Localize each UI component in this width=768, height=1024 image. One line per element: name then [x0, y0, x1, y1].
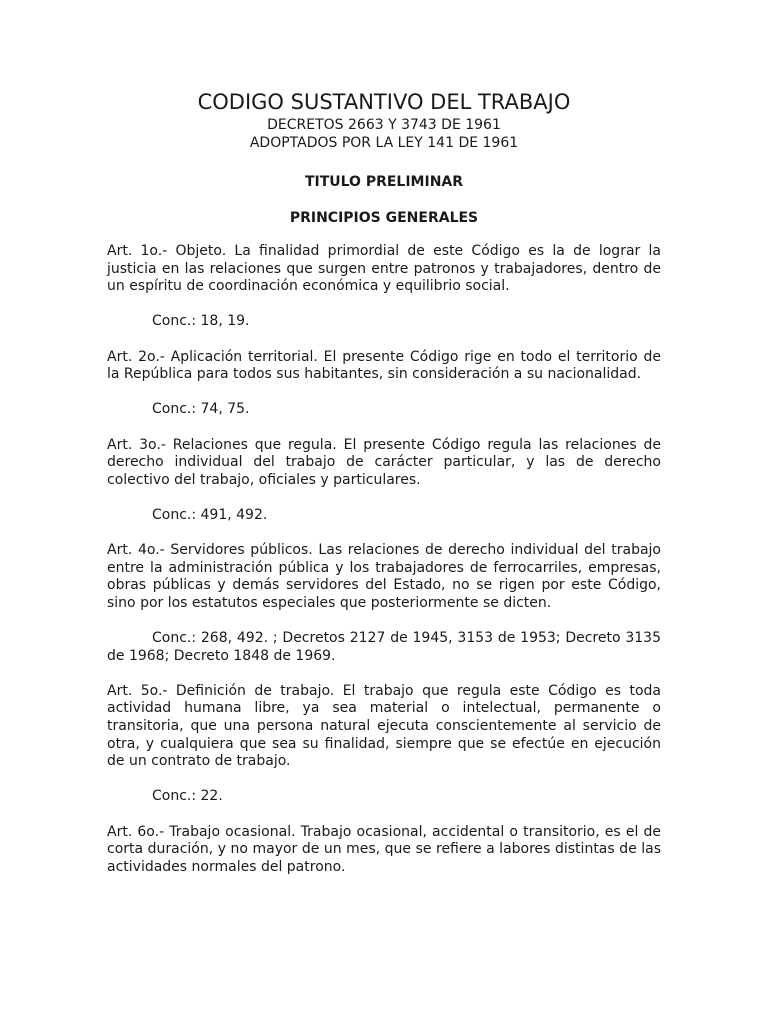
article-5-concordances: Conc.: 22. — [152, 788, 223, 805]
article-2-concordances: Conc.: 74, 75. — [152, 401, 250, 418]
article-1: Art. 1o.- Objeto. La finalidad primordial de este Código es la de lograr la justicia en las relaciones que surgen entre patronos y trabajadores, dentro de un espíritu de coordinación económica y equilibrio social. — [107, 243, 661, 295]
chapter-title: PRINCIPIOS GENERALES — [289, 210, 479, 226]
subtitle-line-ley: ADOPTADOS POR LA LEY 141 DE 1961 — [249, 135, 519, 151]
article-4: Art. 4o.- Servidores públicos. Las relaciones de derecho individual del trabajo entre la administración pública y los trabajadores de ferrocarriles, empresas, obras públicas y demás servidores del Estado, no se rigen por este Código, sino por los estatutos especiales que posteriormente se dicten. — [107, 542, 661, 611]
document-title: CODIGO SUSTANTIVO DEL TRABAJO — [197, 90, 571, 114]
document-page — [107, 88, 661, 876]
article-3: Art. 3o.- Relaciones que regula. El presente Código regula las relaciones de derecho individual del trabajo de carácter particular, y las de derecho colectivo del trabajo, oficiales y particulares. — [107, 436, 661, 488]
subtitle-line-decretos: DECRETOS 2663 Y 3743 DE 1961 — [267, 117, 501, 133]
article-5: Art. 5o.- Definición de trabajo. El trabajo que regula este Código es toda actividad humana libre, ya sea material o intelectual, permanente o transitoria, que una persona natural ejecuta conscientemente al servicio de otra, y cualquiera que sea su finalidad, siempre que se efectúe en ejecución de un contrato de trabajo. — [107, 682, 661, 770]
article-1-concordances: Conc.: 18, 19. — [152, 313, 250, 330]
section-title: TITULO PRELIMINAR — [304, 174, 464, 190]
article-2: Art. 2o.- Aplicación territorial. El presente Código rige en todo el territorio de la República para todos sus habitantes, sin consideración a su nacionalidad. — [107, 348, 661, 383]
article-4-concordances: Conc.: 268, 492. ; Decretos 2127 de 1945, 3153 de 1953; Decreto 3135 de 1968; Decreto 1848 de 1969. — [107, 630, 661, 664]
article-6: Art. 6o.- Trabajo ocasional. Trabajo ocasional, accidental o transitorio, es el de corta duración, y no mayor de un mes, que se refiere a labores distintas de las actividades normales del patrono. — [107, 823, 661, 875]
article-3-concordances: Conc.: 491, 492. — [152, 506, 268, 523]
